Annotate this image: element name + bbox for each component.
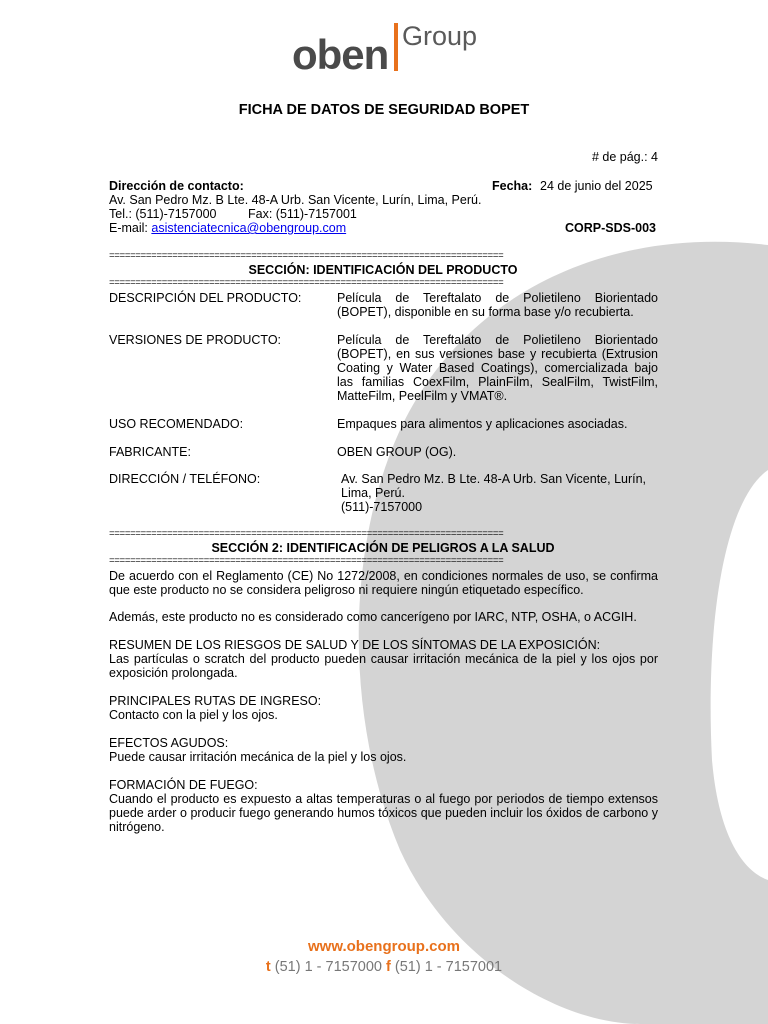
contact-email-row: [109, 221, 346, 235]
section1-heading: SECCIÓN: IDENTIFICACIÓN DEL PRODUCTO: [248, 263, 518, 277]
rule-line: ===========================================================================: [109, 529, 504, 539]
description-label: DESCRIPCIÓN DEL PRODUCTO:: [109, 291, 302, 305]
logo-divider-bar: [394, 23, 398, 71]
tel-key: t: [265, 959, 271, 975]
rule-line: ===========================================================================: [109, 556, 504, 566]
address-line: Av. San Pedro Mz. B Lte. 48-A Urb. San Vicente, Lurín,: [341, 472, 647, 486]
fire-heading: FORMACIÓN DE FUEGO:: [109, 778, 258, 792]
footer-website[interactable]: www.obengroup.com: [308, 938, 460, 955]
routes-heading: PRINCIPALES RUTAS DE INGRESO:: [109, 694, 322, 708]
description-value: Película de Tereftalato de Polietileno Biorientado (BOPET), disponible en su forma base y/o recubierta.: [337, 291, 658, 319]
fax-key: f: [386, 959, 391, 975]
versions-value: Película de Tereftalato de Polietileno Biorientado (BOPET), en sus versiones base y recubierta (Extrusion Coating y Water Based Coatings), comercializada bajo las familias CoexFilm, PlainFilm, SealFilm, TwistFilm, MatteFilm, PeelFilm y VMAT®.: [337, 333, 658, 403]
document-code: CORP-SDS-003: [565, 221, 656, 235]
footer-contact: [0, 959, 768, 975]
regulation-paragraph: De acuerdo con el Reglamento (CE) No 1272/2008, en condiciones normales de uso, se confirma que este producto no se considera peligroso ni requiere ningún etiquetado específico.: [109, 569, 658, 597]
rule-line: ===========================================================================: [109, 278, 504, 288]
use-label: USO RECOMENDADO:: [109, 417, 244, 431]
phone-line: (511)-7157000: [341, 500, 423, 514]
acute-heading: EFECTOS AGUDOS:: [109, 736, 229, 750]
fire-text: Cuando el producto es expuesto a altas temperaturas o al fuego por periodos de tiempo extensos puede arder o producir fuego generando humos tóxicos que pueden incluir los óxidos de carbono y nitrógeno.: [109, 792, 658, 834]
rule-line: ===========================================================================: [109, 251, 504, 261]
manufacturer-value: OBEN GROUP (OG).: [337, 445, 457, 459]
logo-brand: oben: [292, 31, 389, 78]
page-number: # de pág.: 4: [591, 150, 658, 164]
use-value: Empaques para alimentos y aplicaciones asociadas.: [337, 417, 628, 431]
document-title: FICHA DE DATOS DE SEGURIDAD BOPET: [238, 102, 530, 118]
oben-group-logo: [292, 20, 482, 76]
risk-heading: RESUMEN DE LOS RIESGOS DE SALUD Y DE LOS SÍNTOMAS DE LA EXPOSICIÓN:: [109, 638, 601, 652]
section2-heading: SECCIÓN 2: IDENTIFICACIÓN DE PELIGROS A LA SALUD: [211, 541, 555, 555]
footer-fax: (51) 1 - 7157001: [394, 959, 503, 975]
email-link[interactable]: asistenciatecnica@obengroup.com: [151, 221, 347, 235]
contact-address: Av. San Pedro Mz. B Lte. 48-A Urb. San Vicente, Lurín, Lima, Perú.: [109, 193, 482, 207]
date-value: 24 de junio del 2025: [540, 179, 653, 193]
address-phone-label: DIRECCIÓN / TELÉFONO:: [109, 472, 261, 486]
routes-text: Contacto con la piel y los ojos.: [109, 708, 278, 722]
contact-label: Dirección de contacto:: [109, 179, 244, 193]
email-label: E-mail:: [109, 221, 152, 235]
address-line: Lima, Perú.: [341, 486, 405, 500]
contact-tel: Tel.: (511)-7157000: [109, 207, 217, 221]
date-label: Fecha:: [492, 179, 533, 193]
logo-group: Group: [402, 21, 478, 51]
risk-text: Las partículas o scratch del producto pueden causar irritación mecánica de la piel y los ojos por exposición prolongada.: [109, 652, 658, 680]
versions-label: VERSIONES DE PRODUCTO:: [109, 333, 282, 347]
footer-tel: (51) 1 - 7157000: [274, 959, 382, 975]
manufacturer-label: FABRICANTE:: [109, 445, 191, 459]
acute-text: Puede causar irritación mecánica de la piel y los ojos.: [109, 750, 407, 764]
carcinogen-paragraph: Además, este producto no es considerado como cancerígeno por IARC, NTP, OSHA, o ACGIH.: [109, 610, 637, 624]
contact-fax: Fax: (511)-7157001: [248, 207, 357, 221]
